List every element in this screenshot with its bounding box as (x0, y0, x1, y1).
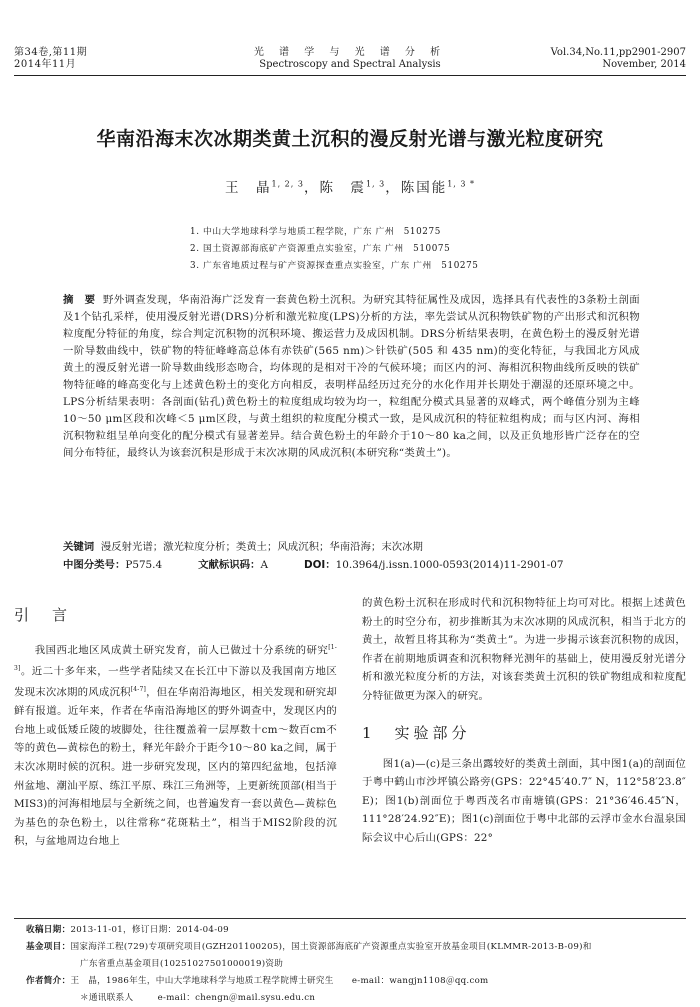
fund-value-continued: 广东省重点基金项目(10251027501000019)资助 (80, 959, 284, 969)
header-vol-en-block (551, 47, 686, 71)
right-column (362, 594, 686, 848)
header-date-cn: 2014年11月 (14, 59, 77, 70)
header-volume: 第34卷,第11期 (14, 47, 88, 58)
footnote-fund (26, 939, 688, 956)
keywords (63, 538, 640, 556)
header-date-en: November, 2014 (602, 59, 686, 70)
intro-text: 。近二十多年来，一些学者陆续又在长江中下游以及我国南方地区发现末次冰期的风成沉积 (14, 665, 337, 699)
doi-value: 10.3964/j.issn.1000-0593(2014)11-2901-07 (335, 559, 564, 571)
doc-code-label: 文献标识码： (198, 559, 261, 571)
abstract-label: 摘 要 (63, 294, 96, 306)
doc-code-value: A (260, 559, 268, 571)
received-label: 收稿日期： (26, 925, 71, 935)
citation: [1-3] (14, 644, 337, 673)
author-name: 陈 震 (319, 180, 366, 196)
citation: [4-7] (130, 686, 147, 694)
abstract-text: 野外调查发现，华南沿海广泛发育一套黄色粉土沉积。为研究其特征属性及成因，选择具有代表性的3条粉土剖面及1个钻孔采样，使用漫反射光谱(DRS)分析和激光粒度(LPS)分析的方法，率先尝试从沉积物铁矿物的产出形式和沉积物粒度配分特征的角度，综合判定沉积物的沉积环境、搬运营力及成因机制。DRS分析结果表明，在黄色粉土的漫反射光谱一阶导数曲线中，铁矿物的特征峰峰高总体有赤铁矿(565 nm)＞针铁矿(505 和 435 nm)的变化特征，与我国北方风成黄土的漫反射光谱一阶导数曲线形态吻合，均体现的是相对干冷的气候环境；而区内的河、海相沉积物曲线所反映的铁矿物特征峰的峰高变化与上述黄色粉土的变化方向相反，表明样品经历过充分的水化作用并长期处于潮湿的还原环境之中。LPS分析结果表明：各剖面(钻孔)黄色粉土的粒度组成均较为均一，粒组配分模式具显著的双峰式，两个峰值分别为主峰10～50 μm区段和次峰＜5 μm区段，与黄土组织的粒度配分模式一致，是风成沉积的特征粒组构成；而与区内河、海相沉积物粒组呈单向变化的配分模式有显著差异。结合黄色粉土的年龄介于10～80 ka之间，以及正负地形皆广泛存在的空间分布特征，最终认为该套沉积是形成于末次冰期的风成沉积(本研究称“类黄土”)。 (63, 294, 640, 459)
intro-text: ，但在华南沿海地区，相关发现和研究却鲜有报道。近年来，作者在华南沿海地区的野外调查中，发现区内的台地上或低矮丘陵的坡脚处，往往覆盖着一层厚数十cm～数百cm不等的黄色—黄棕色的粉土，释光年龄介于距今10～80 ka之间，属于末次冰期时候的沉积。进一步研究发现，区内的第四纪盆地，包括漳州盆地、潮汕平原、练江平原、珠江三角洲等，上更新统顶部(相当于MIS3)的河海相地层与全新统之间，也普遍发育一套以黄色—黄棕色为基色的杂色粉土，以往常称“花斑粘土”，相当于MIS2阶段的沉积，与盆地周边台地上 (14, 686, 337, 848)
classification-line (63, 556, 663, 574)
footnote-received (26, 922, 688, 939)
intro-paragraph (14, 639, 337, 851)
keywords-label: 关键词 (63, 541, 95, 553)
received-value: 2013-11-01，修订日期：2014-04-09 (70, 925, 229, 935)
affiliation-item: 2. 国土资源部海底矿产资源重点实验室，广东 广州 510075 (190, 244, 451, 254)
header-journal-en: Spectroscopy and Spectral Analysis (259, 59, 441, 70)
footnote-rule (14, 918, 686, 919)
author-affil-marker: 1, 3 * (447, 179, 476, 189)
keywords-text: 漫反射光谱；激光粒度分析；类黄土；风成沉积；华南沿海；末次冰期 (100, 541, 423, 553)
clc-label: 中图分类号： (63, 559, 126, 571)
header-volume-block (14, 47, 87, 71)
header-journal-block (220, 47, 480, 71)
footnote-author (26, 973, 688, 990)
author-name: 王 晶 (224, 180, 272, 196)
intro-continuation: 的黄色粉土沉积在形成时代和沉积物特征上均可对比。根据上述黄色粉土的时空分布，初步推断其为末次冰期的风成沉积，相当于北方的黄土，故暂且将其称为“类黄土”。为进一步揭示该套沉积物的成因，作者在前期地质调查和沉积物释光测年的基础上，使用漫反射光谱分析和激光粒度分析的方法，对该套类黄土沉积的铁矿物组成和粒度配分特征做更为深入的研究。 (362, 597, 686, 702)
header-rule (14, 75, 686, 76)
abstract (63, 292, 640, 462)
intro-heading: 引 言 (14, 606, 72, 624)
experiment-heading: 1 实验部分 (362, 723, 471, 742)
corresponding-email: e-mail：chengn＠mail.sysu.edu.cn (157, 993, 316, 1003)
header-journal-cn: 光 谱 学 与 光 谱 分 析 (253, 47, 447, 58)
author-bio-label: 作者简介： (26, 976, 71, 986)
fund-value: 国家海洋工程(729)专项研究项目(GZH201100205)，国土资源部海底矿产资源重点实验室开放基金项目(KLMMR-2013-B-09)和 (70, 942, 592, 952)
experiment-paragraph: 图1(a)—(c)是三条出露较好的类黄土剖面，其中图1(a)的剖面位于粤中鹤山市沙坪镇公路旁(GPS：22°45′40.7″ N，112°58′23.8″ E)；图1(b)剖面位于粤西茂名市南塘镇(GPS：21°36′46.45″N，111°28′24.92″E)；图1(c)剖面位于粤中北部的云浮市金水台温泉国际会议中心后山(GPS：22° (362, 757, 686, 844)
affiliation-item: 3. 广东省地质过程与矿产资源探查重点实验室，广东 广州 510275 (190, 261, 479, 271)
corresponding-label: ＊通讯联系人 (80, 993, 134, 1003)
affiliation-item: 1. 中山大学地球科学与地质工程学院，广东 广州 510275 (190, 227, 441, 237)
intro-text: 我国西北地区风成黄土研究发育，前人已做过十分系统的研究 (34, 644, 329, 657)
footnote-corresponding (26, 990, 688, 1007)
author-affil-marker: 1, 2, 3 (271, 179, 304, 189)
intro-section (14, 604, 337, 851)
author-name: 陈国能 (400, 180, 448, 196)
author-separator: ， (385, 180, 401, 196)
author-list (0, 176, 700, 196)
clc-value: P575.4 (125, 559, 163, 571)
author-bio: 王 晶，1986年生，中山大学地球科学与地质工程学院博士研究生 (70, 976, 334, 986)
author-separator: ， (303, 180, 320, 196)
affiliation-list (190, 224, 479, 275)
fund-label: 基金项目： (26, 942, 71, 952)
paper-title: 华南沿海末次冰期类黄土沉积的漫反射光谱与激光粒度研究 (96, 128, 604, 150)
doi-label: DOI： (303, 559, 336, 571)
footnotes (26, 922, 688, 1007)
header-vol-en: Vol.34,No.11,pp2901-2907 (550, 47, 686, 58)
author-email: e-mail：wangjn1108＠qq.com (351, 976, 489, 986)
author-affil-marker: 1, 3 (365, 179, 386, 189)
